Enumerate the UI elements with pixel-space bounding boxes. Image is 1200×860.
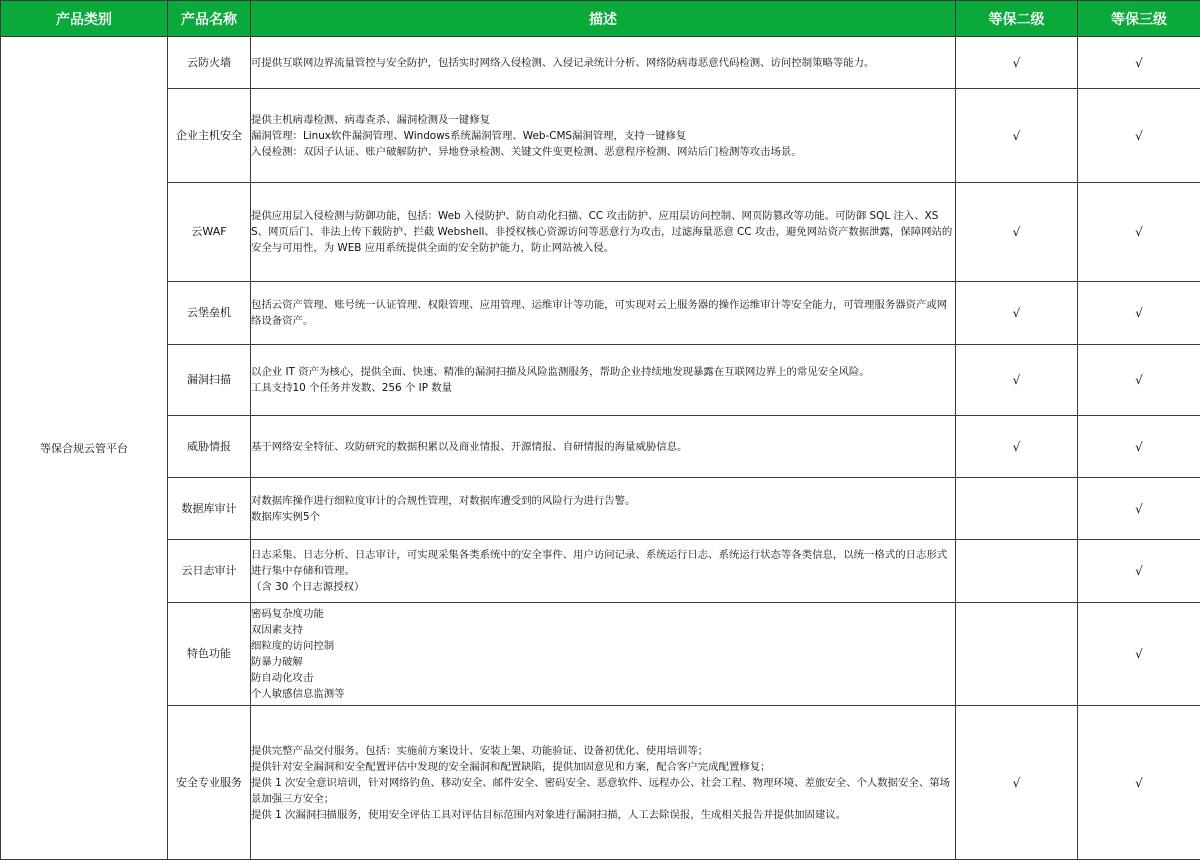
description-line: 基于网络安全特征、攻防研究的数据积累以及商业情报、开源情报、自研情报的海量威胁信息。 (251, 439, 955, 455)
product-description (251, 706, 956, 860)
description-line: 入侵检测：双因子认证、账户破解防护、异地登录检测、关键文件变更检测、恶意程序检测、网站后门检测等攻击场景。 (251, 144, 955, 160)
product-name: 云WAF (168, 183, 251, 282)
level-3-check: √ (1078, 345, 1200, 416)
header-product-name: 产品名称 (168, 1, 251, 37)
level-3-check: √ (1078, 603, 1200, 706)
level-3-check: √ (1078, 282, 1200, 345)
description-line: 细粒度的访问控制 (251, 638, 955, 654)
level-2-check (956, 478, 1078, 540)
description-line: 数据库实例5个 (251, 509, 955, 525)
level-3-check: √ (1078, 89, 1200, 183)
table-row (1, 706, 1200, 860)
product-name: 数据库审计 (168, 478, 251, 540)
category-cell: 等保合规云管平台 (1, 37, 168, 860)
table-row (1, 345, 1200, 416)
description-line: 提供应用层入侵检测与防御功能，包括：Web 入侵防护、防自动化扫描、CC 攻击防护、应用层访问控制、网页防篡改等功能。可防御 SQL 注入、XSS、网页后门、非法上传下载防护、拦截 Webshell、非授权核心资源访问等恶意行为攻击，过滤海量恶意 CC 攻击，避免网站资产数据泄露，保障网站的安全与可用性，为 WEB 应用系统提供全面的安全防护能力，防止网站被入侵。 (251, 208, 955, 256)
level-3-check: √ (1078, 183, 1200, 282)
header-level-2: 等保二级 (956, 1, 1078, 37)
description-line: 双因素支持 (251, 622, 955, 638)
description-line: 包括云资产管理、账号统一认证管理、权限管理、应用管理、运维审计等功能，可实现对云上服务器的操作运维审计等安全能力，可管理服务器资产或网络设备资产。 (251, 297, 955, 329)
header-description: 描述 (251, 1, 956, 37)
description-line: 漏洞管理：Linux软件漏洞管理、Windows系统漏洞管理、Web-CMS漏洞管理，支持一键修复 (251, 128, 955, 144)
product-name: 企业主机安全 (168, 89, 251, 183)
product-name: 云堡垒机 (168, 282, 251, 345)
level-3-check: √ (1078, 416, 1200, 478)
level-3-check: √ (1078, 706, 1200, 860)
header-category: 产品类别 (1, 1, 168, 37)
level-2-check: √ (956, 282, 1078, 345)
table-row (1, 540, 1200, 603)
description-line: 以企业 IT 资产为核心，提供全面、快速、精准的漏洞扫描及风险监测服务，帮助企业持续地发现暴露在互联网边界上的常见安全风险。 (251, 364, 955, 380)
description-line: 个人敏感信息监测等 (251, 686, 955, 702)
level-2-check: √ (956, 345, 1078, 416)
description-line: 对数据库操作进行细粒度审计的合规性管理，对数据库遭受到的风险行为进行告警。 (251, 493, 955, 509)
description-line: 可提供互联网边界流量管控与安全防护，包括实时网络入侵检测、入侵记录统计分析、网络防病毒恶意代码检测、访问控制策略等能力。 (251, 55, 955, 71)
level-2-check: √ (956, 37, 1078, 89)
header-level-3: 等保三级 (1078, 1, 1200, 37)
product-name: 漏洞扫描 (168, 345, 251, 416)
description-line: 日志采集、日志分析、日志审计，可实现采集各类系统中的安全事件、用户访问记录、系统运行日志、系统运行状态等各类信息，以统一格式的日志形式进行集中存储和管理。 (251, 547, 955, 579)
description-line: 提供主机病毒检测、病毒查杀、漏洞检测及一键修复 (251, 112, 955, 128)
level-3-check: √ (1078, 540, 1200, 603)
level-2-check: √ (956, 183, 1078, 282)
table-row (1, 478, 1200, 540)
product-description (251, 603, 956, 706)
description-line: 提供 1 次漏洞扫描服务，使用安全评估工具对评估目标范围内对象进行漏洞扫描，人工去除误报，生成相关报告并提供加固建议。 (251, 807, 955, 823)
product-description (251, 478, 956, 540)
level-3-check: √ (1078, 478, 1200, 540)
level-2-check: √ (956, 416, 1078, 478)
product-description (251, 37, 956, 89)
description-line: 提供完整产品交付服务。包括：实施前方案设计、安装上架、功能验证、设备初优化、使用培训等； (251, 743, 955, 759)
product-name: 威胁情报 (168, 416, 251, 478)
level-2-check: √ (956, 89, 1078, 183)
product-name: 云日志审计 (168, 540, 251, 603)
table-row (1, 183, 1200, 282)
table-row (1, 37, 1200, 89)
table-row (1, 603, 1200, 706)
product-description (251, 183, 956, 282)
description-line: 防自动化攻击 (251, 670, 955, 686)
product-name: 云防火墙 (168, 37, 251, 89)
product-name: 安全专业服务 (168, 706, 251, 860)
table-row (1, 282, 1200, 345)
product-description (251, 89, 956, 183)
header-row (1, 1, 1200, 37)
level-3-check: √ (1078, 37, 1200, 89)
level-2-check (956, 603, 1078, 706)
product-description (251, 540, 956, 603)
description-line: 防暴力破解 (251, 654, 955, 670)
description-line: 提供 1 次安全意识培训，针对网络钓鱼、移动安全、邮件安全、密码安全、恶意软件、远程办公、社会工程、物理环境、差旅安全、个人数据安全、第场景加强三方安全； (251, 775, 955, 807)
description-line: 工具支持10 个任务并发数、256 个 IP 数量 (251, 380, 955, 396)
description-line: 密码复杂度功能 (251, 606, 955, 622)
description-line: 提供针对安全漏洞和安全配置评估中发现的安全漏洞和配置缺陷，提供加固意见和方案，配合客户完成配置修复； (251, 759, 955, 775)
product-description (251, 345, 956, 416)
product-name: 特色功能 (168, 603, 251, 706)
table-row (1, 416, 1200, 478)
product-description (251, 282, 956, 345)
level-2-check: √ (956, 706, 1078, 860)
description-line: （含 30 个日志源授权） (251, 579, 955, 595)
table-row (1, 89, 1200, 183)
level-2-check (956, 540, 1078, 603)
product-description (251, 416, 956, 478)
